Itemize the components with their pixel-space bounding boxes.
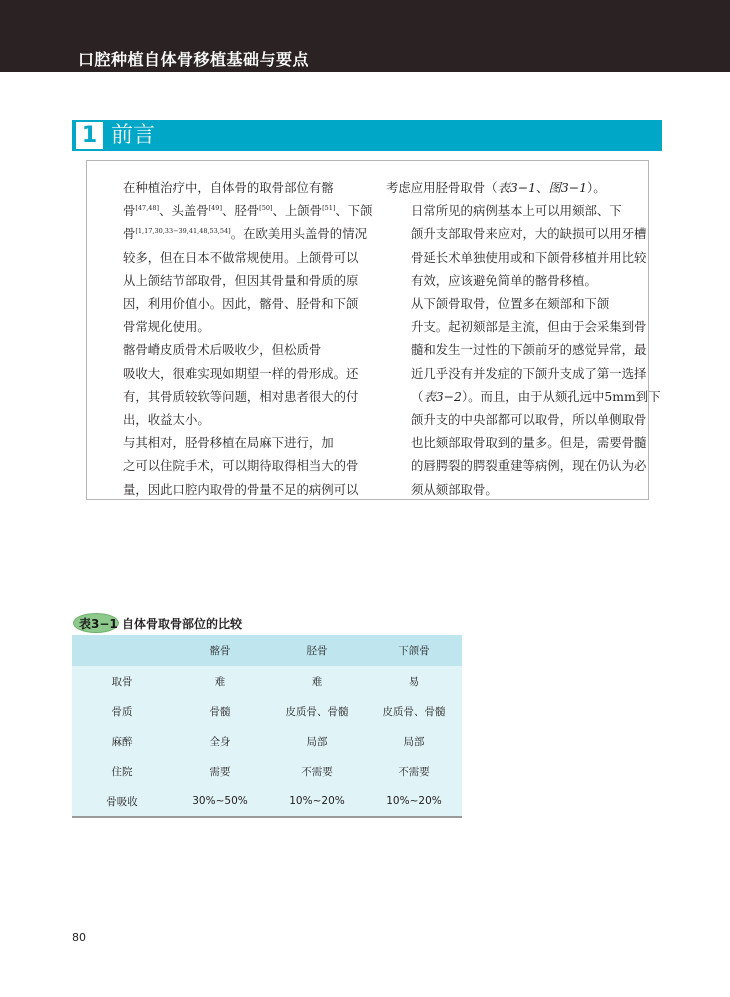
body-column-right <box>386 176 661 501</box>
table-row <box>72 666 462 696</box>
table-caption: 自体骨取骨部位的比较 <box>122 617 243 631</box>
book-title: 口腔种植自体骨移植基础与要点 <box>78 50 310 69</box>
table-row <box>72 756 462 786</box>
table-cell: 皮质骨、骨髓 <box>382 705 446 718</box>
row-label: 住院 <box>111 765 133 778</box>
table-reference: 表3−2 <box>423 388 462 404</box>
table-cell: 骨髓 <box>209 705 231 718</box>
table-reference: 表3−1 <box>497 180 537 195</box>
citation: [51] <box>322 204 336 213</box>
table-header-cell: 胫骨 <box>306 645 328 657</box>
paragraph-2: 髂骨嵴皮质骨术后吸收少，但松质骨 吸收大，很难实现如期望一样的骨形成。还 有，其骨质较软等问题，相对患者很大的付 出，收益太小。 <box>123 342 359 428</box>
row-label: 骨质 <box>111 705 133 718</box>
table-label-badge: 表3−1 <box>73 613 119 633</box>
row-label: 骨吸收 <box>72 786 172 817</box>
table-cell: 难 <box>311 675 323 688</box>
paragraph-3: 与其相对，胫骨移植在局麻下进行，加 之可以住院手术，可以期待取得相当大的骨 量，因此口腔内取骨的骨量不足的病例可以 <box>123 435 359 497</box>
table-header-cell <box>72 635 172 666</box>
body-column-left <box>98 176 373 501</box>
table-cell: 10%~20% <box>366 786 462 817</box>
paragraph-3-continued: 考虑应用胫骨取骨（表3−1、图3−1）。 <box>386 180 606 195</box>
citation: [47,48] <box>135 204 160 213</box>
paragraph-4: 日常所见的病例基本上可以用颏部、下 颌升支部取骨来应对，大的缺损可以用牙槽 骨延长术单独使用或和下颌骨移植并用比较 有效，应该避免简单的髂骨移植。 <box>411 203 647 288</box>
page-number: 80 <box>72 931 86 944</box>
comparison-table <box>72 635 462 818</box>
citation: [50] <box>259 204 273 213</box>
section-heading-bar <box>72 120 662 151</box>
table-cell: 需要 <box>209 765 231 778</box>
citation: [1,17,30,33−39,41,48,53,54] <box>135 227 231 236</box>
table-cell: 不需要 <box>398 765 430 778</box>
row-label: 麻醉 <box>111 735 133 748</box>
table-cell: 难 <box>214 675 226 688</box>
table-header-cell: 下颌骨 <box>398 645 430 657</box>
table-cell: 30%~50% <box>172 786 268 817</box>
table-cell: 皮质骨、骨髓 <box>285 705 349 718</box>
section-number: 1 <box>76 122 103 149</box>
table-row <box>72 726 462 756</box>
paragraph-1: 在种植治疗中，自体骨的取骨部位有髂 骨[47,48]、头盖骨[49]、胫骨[50]、上颌骨[51]、下颌 骨[1,17,30,33−39,41,48,53,54]。在欧美用头盖骨的情况 较多，但在日本不做常规使用。上颌骨可以 从上颌结节部取骨，但因其骨量和骨质的原 因，利用价值小。因此，髂骨、胫骨和下颌 骨常规化使用。 <box>123 180 373 335</box>
table-header-cell: 髂骨 <box>209 645 231 657</box>
table-cell: 局部 <box>403 735 425 748</box>
table-row <box>72 696 462 726</box>
paragraph-5: 从下颌骨取骨，位置多在颏部和下颌 升支。起初颏部是主流，但由于会采集到骨 髓和发生一过性的下颌前牙的感觉异常，最 近几乎没有并发症的下颌升支成了第一选择 （表3−2）。而且，由于从颏孔远中5mm到下 颌升支的中央部都可以取骨，所以单侧取骨 也比颏部取骨取到的量多。但是，需要骨髓 的唇腭裂的腭裂重建等病例，现在仍认为必 须从颏部取骨。 <box>411 296 661 497</box>
table-cell: 不需要 <box>301 765 333 778</box>
table-row <box>72 786 462 817</box>
table-cell: 局部 <box>306 735 328 748</box>
section-title: 前言 <box>111 123 156 148</box>
row-label: 取骨 <box>111 675 133 688</box>
figure-reference: 图3−1 <box>548 180 587 195</box>
table-header-row <box>72 635 462 666</box>
table-cell: 10%~20% <box>268 786 366 817</box>
table-cell: 全身 <box>209 735 231 748</box>
table-cell: 易 <box>408 675 420 688</box>
citation: [49] <box>208 204 222 213</box>
